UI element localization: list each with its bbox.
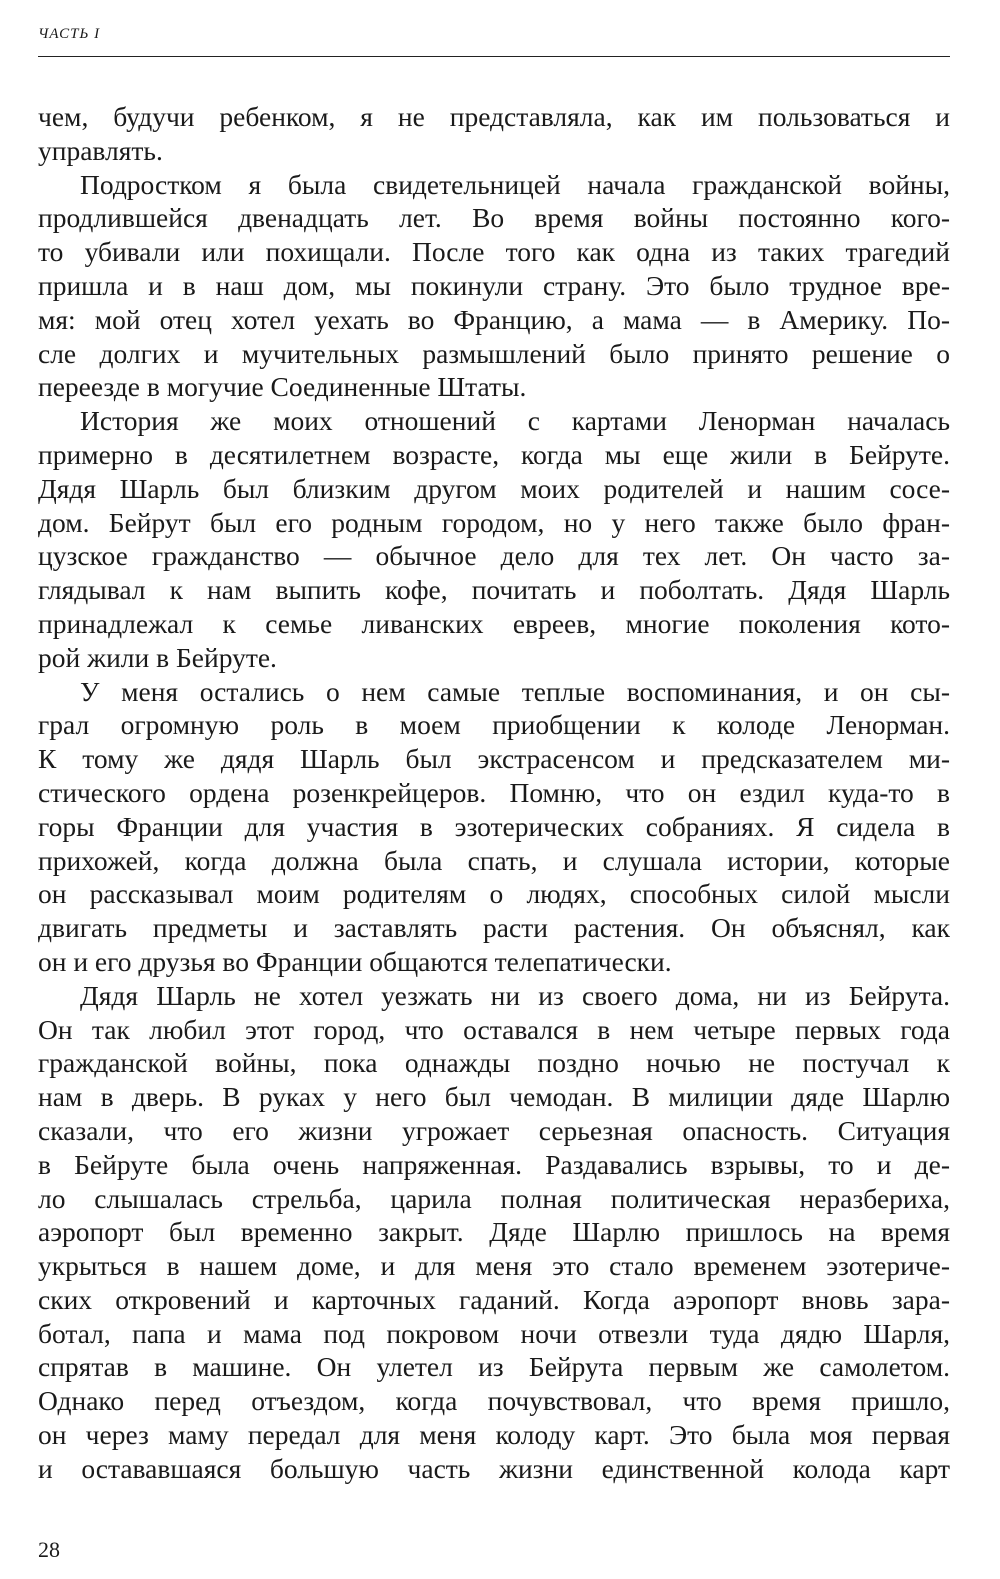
text-line: спрятав в машине. Он улетел из Бейрута первым же самолетом. xyxy=(38,1351,950,1383)
text-line: ских откровений и карточных гаданий. Когда аэропорт вновь зара- xyxy=(38,1283,950,1315)
text-line: рой жили в Бейруте. xyxy=(38,641,277,673)
text-line: стического ордена розенкрейцеров. Помню, что он ездил куда-то в xyxy=(38,776,950,808)
text-line: Дядя Шарль не хотел уезжать ни из своего дома, ни из Бейрута. xyxy=(80,979,950,1011)
text-line: продлившейся двенадцать лет. Во время войны постоянно кого- xyxy=(38,202,950,234)
text-line: чем, будучи ребенком, я не представляла, как им пользоваться и xyxy=(38,101,950,132)
text-line: ло слышалась стрельба, царила полная политическая неразбериха, xyxy=(38,1182,950,1214)
text-line: У меня остались о нем самые теплые воспоминания, и он сы- xyxy=(80,675,950,707)
text-line: нам в дверь. В руках у него был чемодан. В милиции дяде Шарлю xyxy=(38,1081,950,1113)
text-line: цузское гражданство — обычное дело для тех лет. Он часто за- xyxy=(38,540,950,572)
text-line: мя: мой отец хотел уехать во Францию, а мама — в Америку. По- xyxy=(38,303,950,335)
text-body xyxy=(38,100,950,1486)
text-line: аэропорт был временно закрыт. Дяде Шарлю пришлось на время xyxy=(38,1216,950,1248)
text-line: прихожей, когда должна была спать, и слушала истории, которые xyxy=(38,844,950,876)
text-line: пришла и в наш дом, мы покинули страну. Это было трудное вре- xyxy=(38,269,950,301)
text-line: горы Франции для участия в эзотерических собраниях. Я сидела в xyxy=(38,810,950,842)
text-line: сле долгих и мучительных размышлений было принято решение о xyxy=(38,337,950,369)
text-line: Подростком я была свидетельницей начала гражданской войны, xyxy=(80,168,950,200)
text-line: переезде в могучие Соединенные Штаты. xyxy=(38,371,527,403)
text-line: и остававшаяся большую часть жизни единственной колода карт xyxy=(38,1452,950,1484)
text-line: управлять. xyxy=(38,134,163,166)
running-head: ЧАСТЬ I xyxy=(38,26,101,42)
text-line: К тому же дядя Шарль был экстрасенсом и предсказателем ми- xyxy=(38,743,950,775)
page-header xyxy=(38,22,950,57)
text-line: глядывал к нам выпить кофе, почитать и поболтать. Дядя Шарль xyxy=(38,574,950,606)
text-line: гражданской войны, пока однажды поздно ночью не постучал к xyxy=(38,1047,950,1079)
text-line: двигать предметы и заставлять расти растения. Он объяснял, как xyxy=(38,912,950,944)
text-line: укрыться в нашем доме, и для меня это стало временем эзотериче- xyxy=(38,1250,950,1282)
text-line: он рассказывал моим родителям о людях, способных силой мысли xyxy=(38,878,950,910)
text-line: грал огромную роль в моем приобщении к колоде Ленорман. xyxy=(38,709,950,741)
text-line: дом. Бейрут был его родным городом, но у него также было фран- xyxy=(38,506,950,538)
text-line: он и его друзья во Франции общаются телепатически. xyxy=(38,945,672,977)
text-line: то убивали или похищали. После того как одна из таких трагедий xyxy=(38,236,950,268)
text-line: Он так любил этот город, что оставался в нем четыре первых года xyxy=(38,1013,950,1045)
text-line: ботал, папа и мама под покровом ночи отвезли туда дядю Шарля, xyxy=(38,1317,950,1349)
text-line: он через маму передал для меня колоду карт. Это была моя первая xyxy=(38,1419,950,1451)
text-line: принадлежал к семье ливанских евреев, многие поколения кото- xyxy=(38,607,950,639)
text-line: История же моих отношений с картами Ленорман началась xyxy=(80,405,950,437)
page-number: 28 xyxy=(38,1537,60,1562)
text-line: в Бейруте была очень напряженная. Раздавались взрывы, то и де- xyxy=(38,1148,950,1180)
text-line: Однако перед отъездом, когда почувствовал, что время пришло, xyxy=(38,1385,950,1417)
text-line: примерно в десятилетнем возрасте, когда мы еще жили в Бейруте. xyxy=(38,438,950,470)
text-line: Дядя Шарль был близким другом моих родителей и нашим сосе- xyxy=(38,472,950,504)
text-line: сказали, что его жизни угрожает серьезная опасность. Ситуация xyxy=(38,1114,950,1146)
